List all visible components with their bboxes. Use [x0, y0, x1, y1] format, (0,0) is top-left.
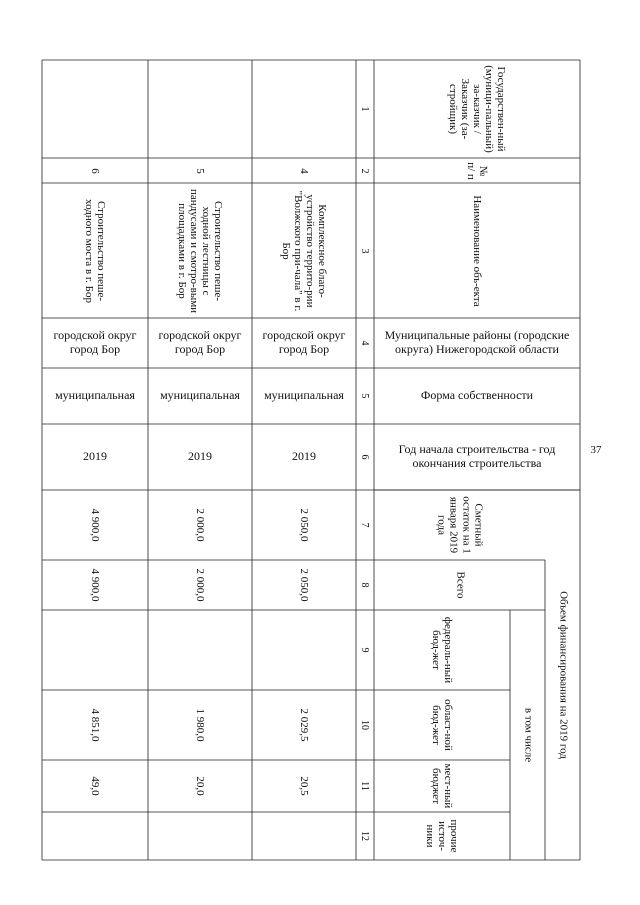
header-including: [510, 610, 545, 860]
header-number-text: № п/ п: [465, 161, 490, 180]
header-remainder-text: Сметный остаток на 1 января 2019 года: [435, 496, 484, 554]
header-total-text: Всего: [453, 571, 466, 599]
cell-row4-ownership: муниципальная: [264, 388, 344, 403]
cell-row4-object-text: Комплексное благо-устройство террито-рии "Волжского при-чала" в г. Бор: [279, 190, 329, 311]
column-number-3-text: 3: [359, 248, 371, 253]
cell-row4-federal: [252, 610, 356, 690]
cell-row4-local: [252, 760, 356, 812]
column-number-12-text: 12: [359, 831, 371, 841]
header-regional: [374, 690, 510, 760]
cell-row4-regional-text: 2 029,5: [298, 708, 311, 742]
cell-row6-remainder: [42, 490, 148, 560]
column-number-5: [356, 368, 374, 424]
cell-row6-federal: [42, 610, 148, 690]
header-number: [374, 158, 580, 183]
column-number-2: [356, 158, 374, 183]
cell-row4-remainder: [252, 490, 356, 560]
cell-row4-other-text: [254, 815, 354, 857]
column-number-8: [356, 560, 374, 610]
cell-row5-local-text: 20,0: [194, 776, 207, 796]
cell-row5-region: городской округ город Бор: [158, 328, 242, 356]
cell-row5-remainder-text: 2 000,0: [194, 508, 207, 542]
column-number-11: [356, 760, 374, 812]
cell-row5-federal-text: [150, 613, 250, 687]
header-federal-text: федераль-ный бюд-жет: [430, 616, 455, 684]
cell-row5-customer-text: [150, 63, 250, 155]
cell-row6-federal-text: [44, 613, 146, 687]
cell-row6-customer-text: [44, 63, 146, 155]
cell-row4-total-text: 2 050,0: [298, 568, 311, 602]
cell-row6-regional: [42, 690, 148, 760]
cell-row4-local-text: 20,5: [298, 776, 311, 796]
header-object: [374, 183, 580, 318]
column-number-7: [356, 490, 374, 560]
header-other: [374, 812, 510, 860]
cell-row5-local: [148, 760, 252, 812]
cell-row5-customer: [148, 60, 252, 158]
cell-row6-region: городской округ город Бор: [53, 328, 137, 356]
cell-row6-local: [42, 760, 148, 812]
cell-row5-remainder: [148, 490, 252, 560]
column-number-6-text: 6: [359, 454, 371, 460]
cell-row6-num-text: 6: [89, 167, 102, 174]
cell-row4-total: [252, 560, 356, 610]
cell-row5-num: [148, 158, 252, 183]
cell-row4-region: городской округ город Бор: [262, 328, 346, 356]
column-number-7-text: 7: [359, 522, 371, 528]
header-object-text: Наименование объ-екта: [471, 194, 484, 307]
header-remainder: [374, 490, 545, 560]
cell-row5-other: [148, 812, 252, 860]
column-number-6: [356, 424, 374, 490]
cell-row4-regional: [252, 690, 356, 760]
column-number-2-text: 2: [359, 168, 371, 173]
cell-row5-num-text: 5: [194, 167, 207, 174]
cell-row4-other: [252, 812, 356, 860]
column-number-3: [356, 183, 374, 318]
header-local: [374, 760, 510, 812]
cell-row6-total-text: 4 900,0: [89, 568, 102, 602]
cell-row6-remainder-text: 4 900,0: [89, 508, 102, 542]
header-regional-text: област-ной бюд-жет: [430, 699, 455, 751]
column-number-9: [356, 610, 374, 690]
column-number-4-text: 4: [359, 340, 371, 346]
header-ownership: Форма собственности: [420, 388, 534, 403]
header-financing-text: Объем финансирования на 2019 год: [556, 591, 569, 759]
column-number-4: [356, 318, 374, 368]
column-number-10-text: 10: [359, 720, 371, 730]
column-number-12: [356, 812, 374, 860]
header-customer: [374, 60, 580, 158]
cell-row5-ownership: муниципальная: [160, 388, 240, 403]
header-region: Муниципальные районы (городские округа) Нижегородской области: [384, 328, 570, 356]
cell-row6-other-text: [44, 815, 146, 857]
column-number-8-text: 8: [359, 582, 371, 588]
cell-row4-years: 2019: [292, 449, 316, 464]
cell-row6-years: 2019: [83, 449, 107, 464]
cell-row6-total: [42, 560, 148, 610]
page-number: 37: [590, 444, 602, 456]
cell-row4-object: [252, 183, 356, 318]
cell-row5-object-text: Строительство пеше-ходной лестницы с пандусами и смотро-выми площадками в г. Бор: [175, 188, 225, 313]
cell-row5-regional-text: 1 980,0: [194, 708, 207, 742]
cell-row6-customer: [42, 60, 148, 158]
cell-row5-regional: [148, 690, 252, 760]
cell-row4-customer-text: [254, 63, 354, 155]
header-including-text: в том числе: [521, 707, 534, 763]
header-customer-text: Государствен-ный (муници-пальный) за-казчик / Заказчик (за-стройщик): [446, 65, 508, 153]
column-number-5-text: 5: [359, 393, 371, 399]
cell-row4-customer: [252, 60, 356, 158]
column-number-9-text: 9: [359, 647, 371, 653]
cell-row5-total: [148, 560, 252, 610]
header-financing: [545, 490, 580, 860]
cell-row4-num-text: 4: [298, 167, 311, 174]
cell-row4-federal-text: [254, 613, 354, 687]
cell-row5-years: 2019: [188, 449, 212, 464]
header-total: [374, 560, 545, 610]
cell-row6-other: [42, 812, 148, 860]
cell-row6-object: [42, 183, 148, 318]
cell-row6-object-text: Строительство пеше-ходного моста в г. Бор: [83, 198, 108, 303]
cell-row5-object: [148, 183, 252, 318]
column-number-10: [356, 690, 374, 760]
header-other-text: прочие источ-ники: [423, 819, 461, 853]
column-number-1: [356, 60, 374, 158]
cell-row6-local-text: 49,0: [89, 776, 102, 796]
cell-row5-total-text: 2 000,0: [194, 568, 207, 602]
cell-row5-federal: [148, 610, 252, 690]
header-local-text: мест-ный бюджет: [430, 763, 455, 809]
cell-row6-regional-text: 4 851,0: [89, 708, 102, 742]
cell-row5-other-text: [150, 815, 250, 857]
cell-row4-num: [252, 158, 356, 183]
cell-row6-ownership: муниципальная: [55, 388, 135, 403]
column-number-11-text: 11: [359, 781, 371, 791]
header-federal: [374, 610, 510, 690]
column-number-1-text: 1: [359, 106, 371, 112]
header-years: Год начала строительства - год окончания строительства: [398, 442, 556, 470]
cell-row4-remainder-text: 2 050,0: [298, 508, 311, 542]
cell-row6-num: [42, 158, 148, 183]
